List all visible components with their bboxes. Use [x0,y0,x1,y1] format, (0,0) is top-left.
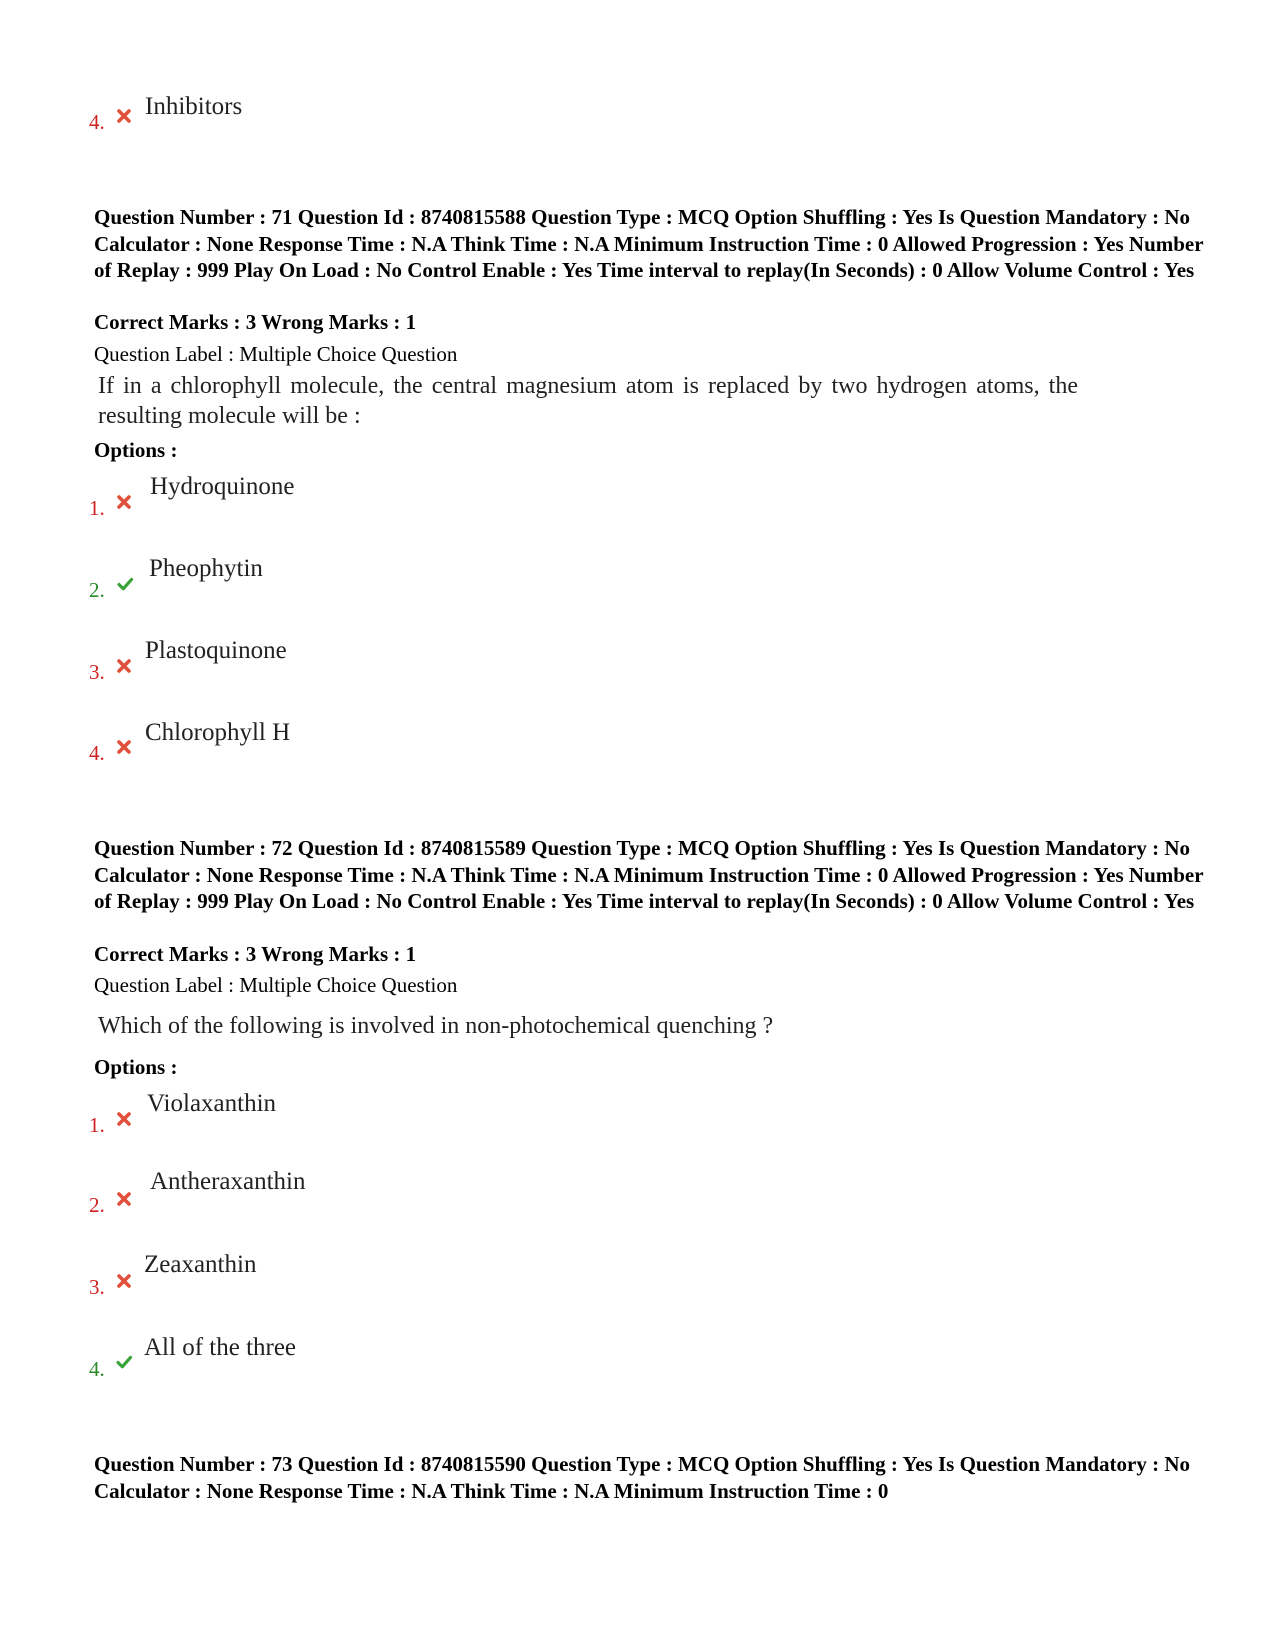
cross-icon [116,108,132,124]
option-text: All of the three [144,1334,297,1361]
option-number: 1. [89,496,105,520]
option-text: Chlorophyll H [145,719,291,746]
cross-icon [116,739,132,755]
option-text: Plastoquinone [145,637,287,664]
option-number: 3. [89,1275,105,1299]
question-71-options-heading: Options : [94,438,178,462]
question-71-marks: Correct Marks : 3 Wrong Marks : 1 [94,310,417,334]
option-number: 4. [89,110,105,134]
option-number: 2. [89,1193,105,1217]
option-text: Antheraxanthin [150,1168,306,1195]
cross-icon [116,1191,132,1207]
question-73-meta: Question Number : 73 Question Id : 8740815590 Question Type : MCQ Option Shuffling : Yes Is Question Mandatory : No Calculator : None Response Time : N.A Think Time : N.A Minimum Instruction Time : 0 [94,1452,1190,1503]
cross-icon [116,658,132,674]
option-number: 1. [89,1113,105,1137]
cross-icon [116,494,132,510]
cross-icon [116,1273,132,1289]
option-number: 2. [89,578,105,602]
question-71-text: If in a chlorophyll molecule, the central magnesium atom is replaced by two hydrogen atoms, the resulting molecule will be : [98,373,1078,429]
checkmark-icon [114,1354,134,1370]
option-number: 3. [89,660,105,684]
question-72-text: Which of the following is involved in non-photochemical quenching ? [98,1013,774,1039]
option-number: 4. [89,1357,105,1381]
question-72-label: Question Label : Multiple Choice Question [94,973,458,997]
option-text: Zeaxanthin [144,1251,257,1278]
question-71-meta: Question Number : 71 Question Id : 8740815588 Question Type : MCQ Option Shuffling : Yes Is Question Mandatory : No Calculator : None Response Time : N.A Think Time : N.A Minimum Instruction Time : 0 Allowed Progression : Yes Number of Replay : 999 Play On Load : No Control Enable : Yes Time interval to replay(In Seconds) : 0 Allow Volume Control : Yes [94,205,1204,282]
question-72-meta: Question Number : 72 Question Id : 8740815589 Question Type : MCQ Option Shuffling : Yes Is Question Mandatory : No Calculator : None Response Time : N.A Think Time : N.A Minimum Instruction Time : 0 Allowed Progression : Yes Number of Replay : 999 Play On Load : No Control Enable : Yes Time interval to replay(In Seconds) : 0 Allow Volume Control : Yes [94,836,1204,913]
checkmark-icon [115,576,135,592]
question-72-marks: Correct Marks : 3 Wrong Marks : 1 [94,942,417,966]
question-72-options-heading: Options : [94,1055,178,1079]
option-number: 4. [89,741,105,765]
option-text: Inhibitors [145,93,243,120]
option-text: Violaxanthin [147,1090,277,1117]
option-text: Pheophytin [149,555,263,582]
option-text: Hydroquinone [150,473,295,500]
question-71-label: Question Label : Multiple Choice Question [94,342,458,366]
cross-icon [116,1111,132,1127]
